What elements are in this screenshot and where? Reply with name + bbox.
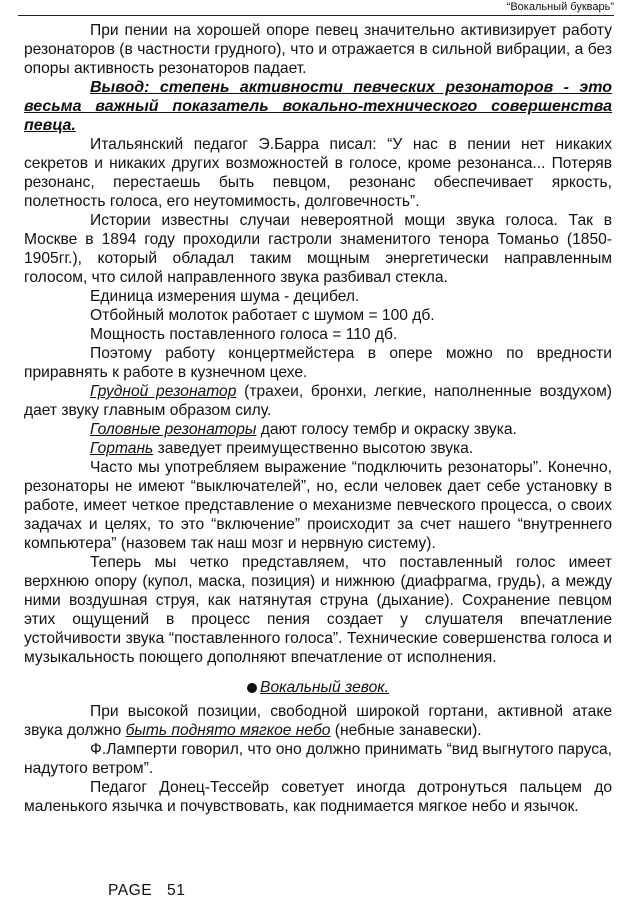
bullet-icon <box>247 683 257 693</box>
term-chest-resonator: Грудной резонатор <box>90 383 237 400</box>
section-heading <box>24 678 612 697</box>
larynx-text: заведует преимущественно высотою звука. <box>153 440 474 457</box>
page-footer <box>108 882 185 900</box>
header-divider <box>18 15 614 16</box>
soft-palate-text-start: При высокой позиции, свободной широкой гортани, активной атаке звука должно <box>24 703 612 739</box>
paragraph-chest-resonator <box>24 382 612 420</box>
paragraph-accompanist: Поэтому работу концертмейстера в опере можно по вредности приравнять к работе в кузнечном цехе. <box>24 345 612 381</box>
paragraph-tamagno: Истории известны случаи невероятной мощи звука голоса. Так в Москве в 1894 году проходили гастроли знаменитого тенора Томаньо (1850-1905гг.), который обладал таким мощным энергетически направленным голосом, что силой направленного звука разбивал стекла. <box>24 212 612 286</box>
page-number: 51 <box>167 882 186 899</box>
section-title: Вокальный зевок. <box>260 679 389 696</box>
page-label: PAGE <box>108 882 153 899</box>
paragraph-donets-tesseir: Педагог Донец-Тессейр советует иногда дотронуться пальцем до маленького язычка и почувствовать, как поднимается мягкое небо и язычок. <box>24 779 612 815</box>
chest-resonator-text: (трахеи, бронхи, легкие, наполненные воздухом) дает звуку главным образом силу. <box>24 383 612 419</box>
term-head-resonators: Головные резонаторы <box>90 421 257 438</box>
paragraph-lamperti: Ф.Ламперти говорил, что оно должно принимать “вид выгнутого паруса, надутого ветром”. <box>24 741 612 777</box>
book-title: “Вокальный букварь” <box>506 1 614 13</box>
term-larynx: Гортань <box>90 440 154 457</box>
paragraph-barra-quote: Итальянский педагог Э.Барра писал: “У нас в пении нет никаких секретов и никаких других возможностей в голосе, кроме резонанса... Потеряв резонанс, перестаешь быть певцом, резонанс обеспечивает яркость, полетность голоса, его неутомимость, долговечность”. <box>24 136 612 210</box>
conclusion-paragraph: Вывод: степень активности певческих резонаторов - это весьма важный показатель вокально-технического совершенства певца. <box>24 79 612 134</box>
paragraph-voice-support: Теперь мы четко представляем, что поставленный голос имеет верхнюю опору (купол, маска, позиция) и нижнюю (диафрагма, грудь), а между ними воздушная струя, как натянутая струна (дыхание). Сохранение певцом этих ощущений в процесс пения создает у слушателя впечатление устойчивости звука “поставленного голоса”. Технические совершенства голоса и музыкальность поющего дополняют впечатление от исполнения. <box>24 554 612 666</box>
term-soft-palate: быть поднято мягкое небо <box>125 722 331 739</box>
soft-palate-text-end: (небные занавески). <box>330 722 482 739</box>
paragraph-soft-palate <box>24 702 612 740</box>
paragraph-larynx <box>24 439 612 458</box>
page-body <box>24 21 612 816</box>
head-resonators-text: дают голосу тембр и окраску звука. <box>256 421 517 438</box>
paragraph-hammer: Отбойный молоток работает с шумом = 100 дб. <box>90 307 435 324</box>
paragraph-decibel: Единица измерения шума - децибел. <box>90 288 360 305</box>
paragraph-resonator-activity: При пении на хорошей опоре певец значительно активизирует работу резонаторов (в частности грудного), что и отражается в сильной вибрации, а без опоры активность резонаторов падает. <box>24 22 612 77</box>
paragraph-connect-resonators: Часто мы употребляем выражение “подключить резонаторы”. Конечно, резонаторы не имеют “выключателей”, но, если человек дает себе установку в работе, имеет четкое представление о механизме певческого процесса, о своих задачах и целях, то это “включение” происходит за счет нашего “внутреннего компьютера” (назовем так наш мозг и нервную систему). <box>24 459 612 552</box>
paragraph-voice-power: Мощность поставленного голоса = 110 дб. <box>90 326 398 343</box>
paragraph-head-resonators <box>24 420 612 439</box>
